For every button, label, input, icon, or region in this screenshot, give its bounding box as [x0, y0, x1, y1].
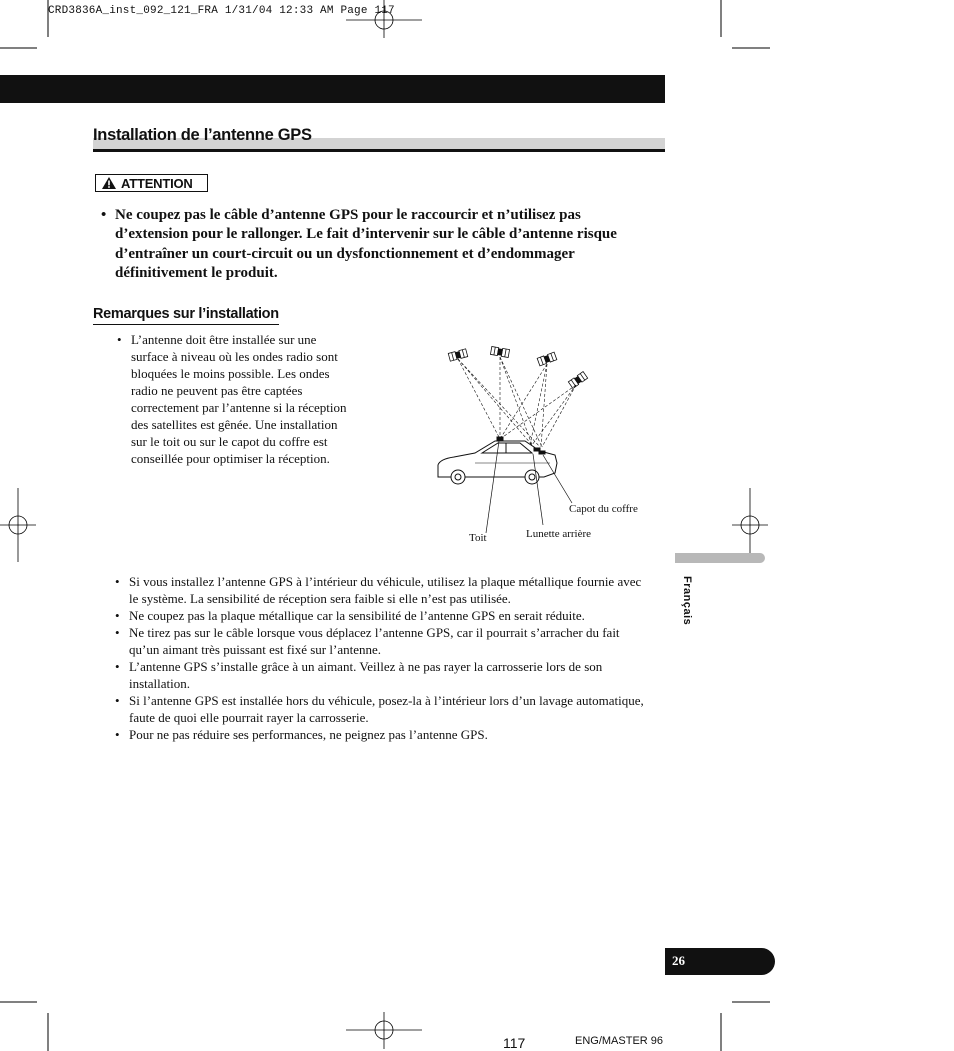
printer-slug: CRD3836A_inst_092_121_FRA 1/31/04 12:33 AM Page 117	[48, 5, 395, 17]
satellite-icon	[568, 372, 587, 389]
section-heading	[93, 126, 665, 152]
label-roof: Toit	[469, 532, 487, 544]
section-number: 26	[672, 953, 685, 968]
language-tab-bar	[675, 553, 765, 563]
attention-label: ATTENTION	[121, 175, 193, 191]
language-tab	[678, 576, 698, 646]
car-illustration	[438, 437, 557, 484]
bullet: •	[101, 207, 107, 223]
registration-mark-bottom	[346, 1012, 422, 1049]
label-rear-window: Lunette arrière	[526, 528, 592, 540]
list-item: • Pour ne pas réduire ses performances, ne peignez pas l’antenne GPS.	[115, 727, 488, 742]
note-placement-text: L’antenne doit être installée sur une surface à niveau où les ondes radio sont bloquées le moins possible. Les ondes radio ne peuvent pas être captées correctement par l’antenne si la réception des satellites est gênée. Une installation sur le toit ou sur le capot du coffre est conseillée pour optimiser la réception.	[131, 332, 347, 466]
installation-notes-list	[115, 573, 645, 743]
bullet: •	[117, 332, 122, 347]
antenna-placement-figure	[420, 335, 665, 560]
list-item: • Si l’antenne GPS est installée hors du véhicule, posez-la à l’intérieur lors d’un lavage automatique, faute de quoi elle pourrait rayer la carrosserie.	[115, 693, 644, 725]
list-item: • L’antenne GPS s’installe grâce à un aimant. Veillez à ne pas rayer la carrosserie lors de son installation.	[115, 659, 603, 691]
section-number-badge	[665, 948, 775, 975]
list-item: • Si vous installez l’antenne GPS à l’intérieur du véhicule, utilisez la plaque métallique fournie avec le système. La sensibilité de réception sera faible si elle n’est pas utilisée.	[115, 574, 642, 606]
page-number: 117	[503, 1035, 526, 1051]
master-label: ENG/MASTER 96	[575, 1035, 664, 1047]
satellite-icon	[490, 346, 509, 357]
registration-mark-left	[0, 488, 36, 562]
registration-mark-top	[346, 0, 422, 38]
list-item: • Ne coupez pas la plaque métallique car la sensibilité de l’antenne GPS en serait réduite.	[115, 608, 585, 623]
warning-text: Ne coupez pas le câble d’antenne GPS pour le raccourcir et n’utilisez pas d’extension pour le rallonger. Le fait d’intervenir sur le câble d’antenne risque d’entraîner un court-circuit ou un dysfonctionnement et d’endommager définitivement le produit.	[115, 207, 617, 282]
header-bar	[0, 75, 665, 103]
label-trunk-lid: Capot du coffre	[569, 503, 638, 515]
note-placement	[117, 331, 347, 467]
registration-mark-right	[732, 488, 768, 562]
attention-box	[95, 174, 208, 192]
satellite-icon	[537, 352, 557, 366]
section-title: Installation de l’antenne GPS	[93, 126, 312, 144]
language-tab-label: Français	[681, 576, 693, 626]
list-item: • Ne tirez pas sur le câble lorsque vous déplacez l’antenne GPS, car il pourrait s’arracher du fait qu’un aimant très puissant est fixé sur l’antenne.	[115, 625, 620, 657]
warning-paragraph	[101, 206, 626, 284]
remarks-title: Remarques sur l’installation	[93, 306, 279, 325]
warning-triangle-icon	[102, 177, 116, 189]
signal-lines	[458, 357, 576, 447]
